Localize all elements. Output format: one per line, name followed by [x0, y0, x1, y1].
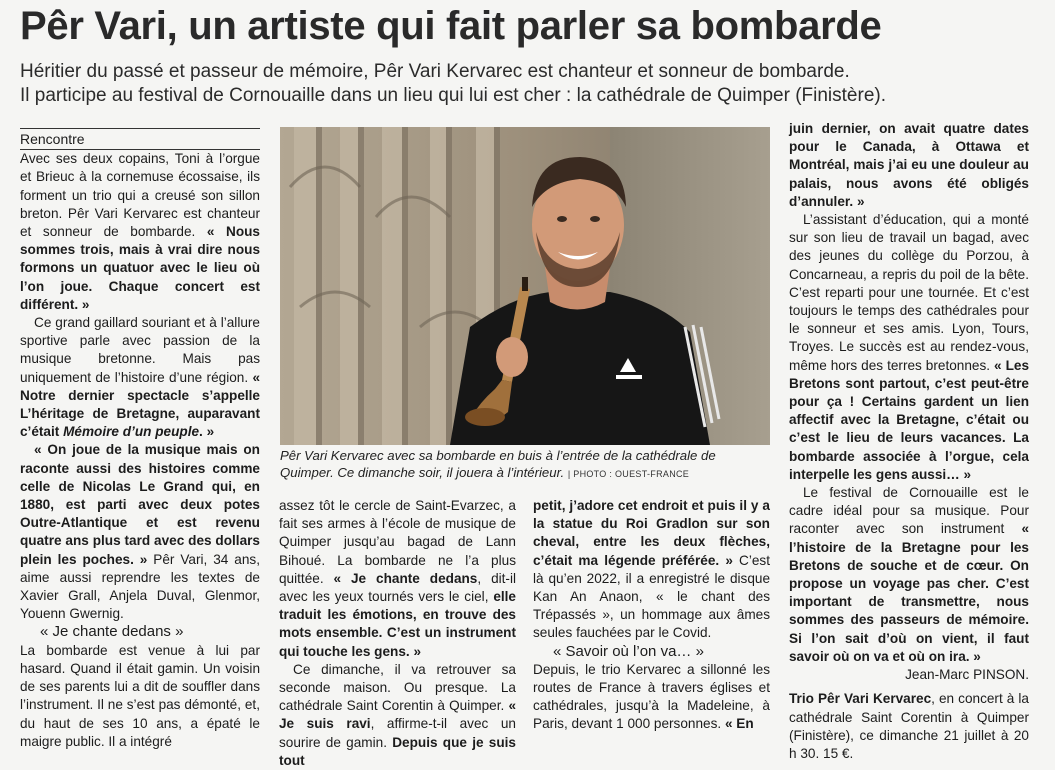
col4-p1-text: L’assistant d’éducation, qui a monté sur son lieu de travail un bagad, avec des jeunes du collège du Porzou, à Concarneau, a repris du poil de la bête. C’est reparti pour une tournée. Et c’est toujours le temps des cathédrales pour le sonneur et ses amis. Lyon, Tours, Troyes. Le succès est au rendez-vous, même hors des terres bretonnes. — [789, 212, 1029, 373]
col1-paragraph-2 — [20, 314, 260, 441]
col1-quote-1: « Nous sommes trois, mais à vrai dire nous formons un quatuor avec le lieu où l’on joue. Chaque concert est différent. » — [20, 224, 260, 312]
col3-subhead: « Savoir où l’on va… » — [553, 642, 704, 660]
col4-paragraph-2 — [789, 211, 1029, 484]
col3-paragraph-2 — [533, 661, 770, 734]
col2-paragraph-1 — [279, 497, 516, 661]
col2-quote-1a: « Je chante dedans — [333, 570, 478, 586]
col4-quote-3: « l’histoire de la Bretagne pour les Bretons de souche et de cœur. On propose un voyage pas cher. C’est important de transmettre, nous sommes des passeurs de mémoire. Si l’on sait d’où on vient, il faut savoir où on va et où on ira. » — [789, 521, 1029, 664]
standfirst-line-1: Héritier du passé et passeur de mémoire, Pêr Vari Kervarec est chanteur et sonneur de bombarde. — [20, 61, 850, 82]
photo-credit: | PHOTO : OUEST-FRANCE — [567, 469, 690, 479]
event-info — [789, 690, 1029, 763]
col1-quote-2-title: Mémoire d’un peuple — [63, 424, 200, 440]
caption-text: Pêr Vari Kervarec avec sa bombarde en buis à l’entrée de la cathédrale de Quimper. Ce dimanche soir, il jouera à l’intérieur. — [280, 448, 716, 480]
kicker: Rencontre — [20, 128, 260, 150]
col1-p1-text: Avec ses deux copains, Toni à l’orgue et Brieuc à la cornemuse écossaise, ils forment un trio qui a creusé son sillon breton. Pêr Vari Kervarec est chanteur et sonneur de bombarde. — [20, 151, 260, 240]
col2-p2b-text: , affirme-t-il avec un sourire de gamin. — [279, 716, 516, 750]
col4-quote-2: « Les Bretons sont partout, c’est peut-être pour ça ! Certains gardent un lien affectif avec la Bretagne, c’était ou c’est le lieu de leurs vacances. La bombarde associée à l’orgue, cela interpelle les gens aussi… » — [789, 357, 1029, 482]
photo-caption — [280, 447, 770, 483]
col1-paragraph-3 — [20, 441, 260, 623]
col2-quote-2b: Depuis que je suis tout — [279, 734, 516, 768]
col1-subhead: « Je chante dedans » — [40, 623, 184, 641]
column-3 — [533, 497, 770, 734]
col1-quote-2c: . » — [199, 424, 215, 440]
headline: Pêr Vari, un artiste qui fait parler sa bombarde — [20, 4, 882, 48]
col3-p1-text: C’est là qu’en 2022, il a enregistré le disque Kan An Anaon, « le chant des Trépassés », un hommage aux âmes seules fauchées par le Covid. — [533, 552, 770, 641]
column-4 — [789, 120, 1029, 763]
col3-paragraph-1 — [533, 497, 770, 643]
col3-quote-2: « En — [724, 716, 754, 732]
column-2 — [279, 497, 516, 770]
col2-quote-2a: « Je suis ravi — [279, 698, 516, 732]
photo-illustration — [280, 127, 770, 445]
col1-paragraph-4: La bombarde est venue à lui par hasard. Quand il était gamin. Un voisin de ses parents lui a dit de souffler dans l’instrument. Il ne s’est pas démonté, et, du haut de ses 10 ans, a épaté le maigre public. Il a intégré — [20, 642, 260, 749]
col2-quote-1b: elle traduit les émotions, en trouve des mots ensemble. C’est un instrument qui touche les gens. » — [279, 589, 516, 659]
article-photo — [280, 127, 770, 445]
col4-quote-1: juin dernier, on avait quatre dates pour le Canada, à Ottawa et Montréal, mais j’ai eu une douleur au palais, nous avons été obligés d’annuler. » — [789, 121, 1029, 209]
standfirst — [20, 60, 1050, 108]
col1-p3-text: Pêr Vari, 34 ans, aime aussi reprendre les textes de Xavier Grall, Anjela Duval, Glenmor, Youenn Gwernig. — [20, 551, 260, 622]
col2-p2-text: Ce dimanche, il va retrouver sa seconde maison. Ou presque. La cathédrale Saint Corentin à Quimper. — [279, 661, 516, 714]
col1-p2-text: Ce grand gaillard souriant et à l’allure sportive parle avec passion de la musique bretonne. Mais pas uniquement de l’histoire d’une région. — [20, 315, 260, 385]
col2-p1-text: assez tôt le cercle de Saint-Evarzec, a fait ses armes à l’école de musique de Quimper jusqu’au bagad de Lann Bihoué. La bombarde ne l’a plus quittée. — [279, 498, 516, 586]
col4-p2-text: Le festival de Cornouaille est le cadre idéal pour sa musique. Pour raconter avec son instrument — [789, 485, 1029, 537]
col1-quote-3: « On joue de la musique mais on raconte aussi des histoires comme celle de Nicolas Le Grand qui, en 1880, est parti avec deux potes Outre-Atlantique et est revenu quatre ans plus tard avec des dollars plein les poches. » — [20, 442, 260, 567]
col3-p2-text: Depuis, le trio Kervarec a sillonné les routes de France à travers églises et cathédrales, jusqu’à la Madeleine, à Paris, devant 1 000 personnes. — [533, 661, 770, 732]
signature: Jean-Marc PINSON. — [905, 667, 1029, 683]
col2-p1b-text: , dit-il avec les yeux tournés vers le ciel, — [279, 570, 516, 605]
col2-paragraph-2 — [279, 661, 516, 770]
standfirst-line-2: Il participe au festival de Cornouaille dans un lieu qui lui est cher : la cathédrale de Quimper (Finistère). — [20, 85, 887, 106]
col3-quote-1: petit, j’adore cet endroit et puis il y a la statue du Roi Gradlon sur son cheval, entre les deux flèches, c’était ma légende préférée. » — [533, 498, 770, 568]
event-info-text: , en concert à la cathédrale Saint Corentin à Quimper (Finistère), ce dimanche 21 juillet à 20 h 30. 15 €. — [789, 691, 1029, 761]
event-info-title: Trio Pêr Vari Kervarec — [789, 691, 932, 707]
col1-quote-2a: « Notre dernier spectacle s’appelle L’héritage de Bretagne, auparavant c’était — [20, 369, 260, 440]
col1-paragraph-1 — [20, 150, 260, 314]
col4-paragraph-1 — [789, 120, 1029, 211]
col4-paragraph-3 — [789, 484, 1029, 666]
column-1 — [20, 128, 260, 751]
